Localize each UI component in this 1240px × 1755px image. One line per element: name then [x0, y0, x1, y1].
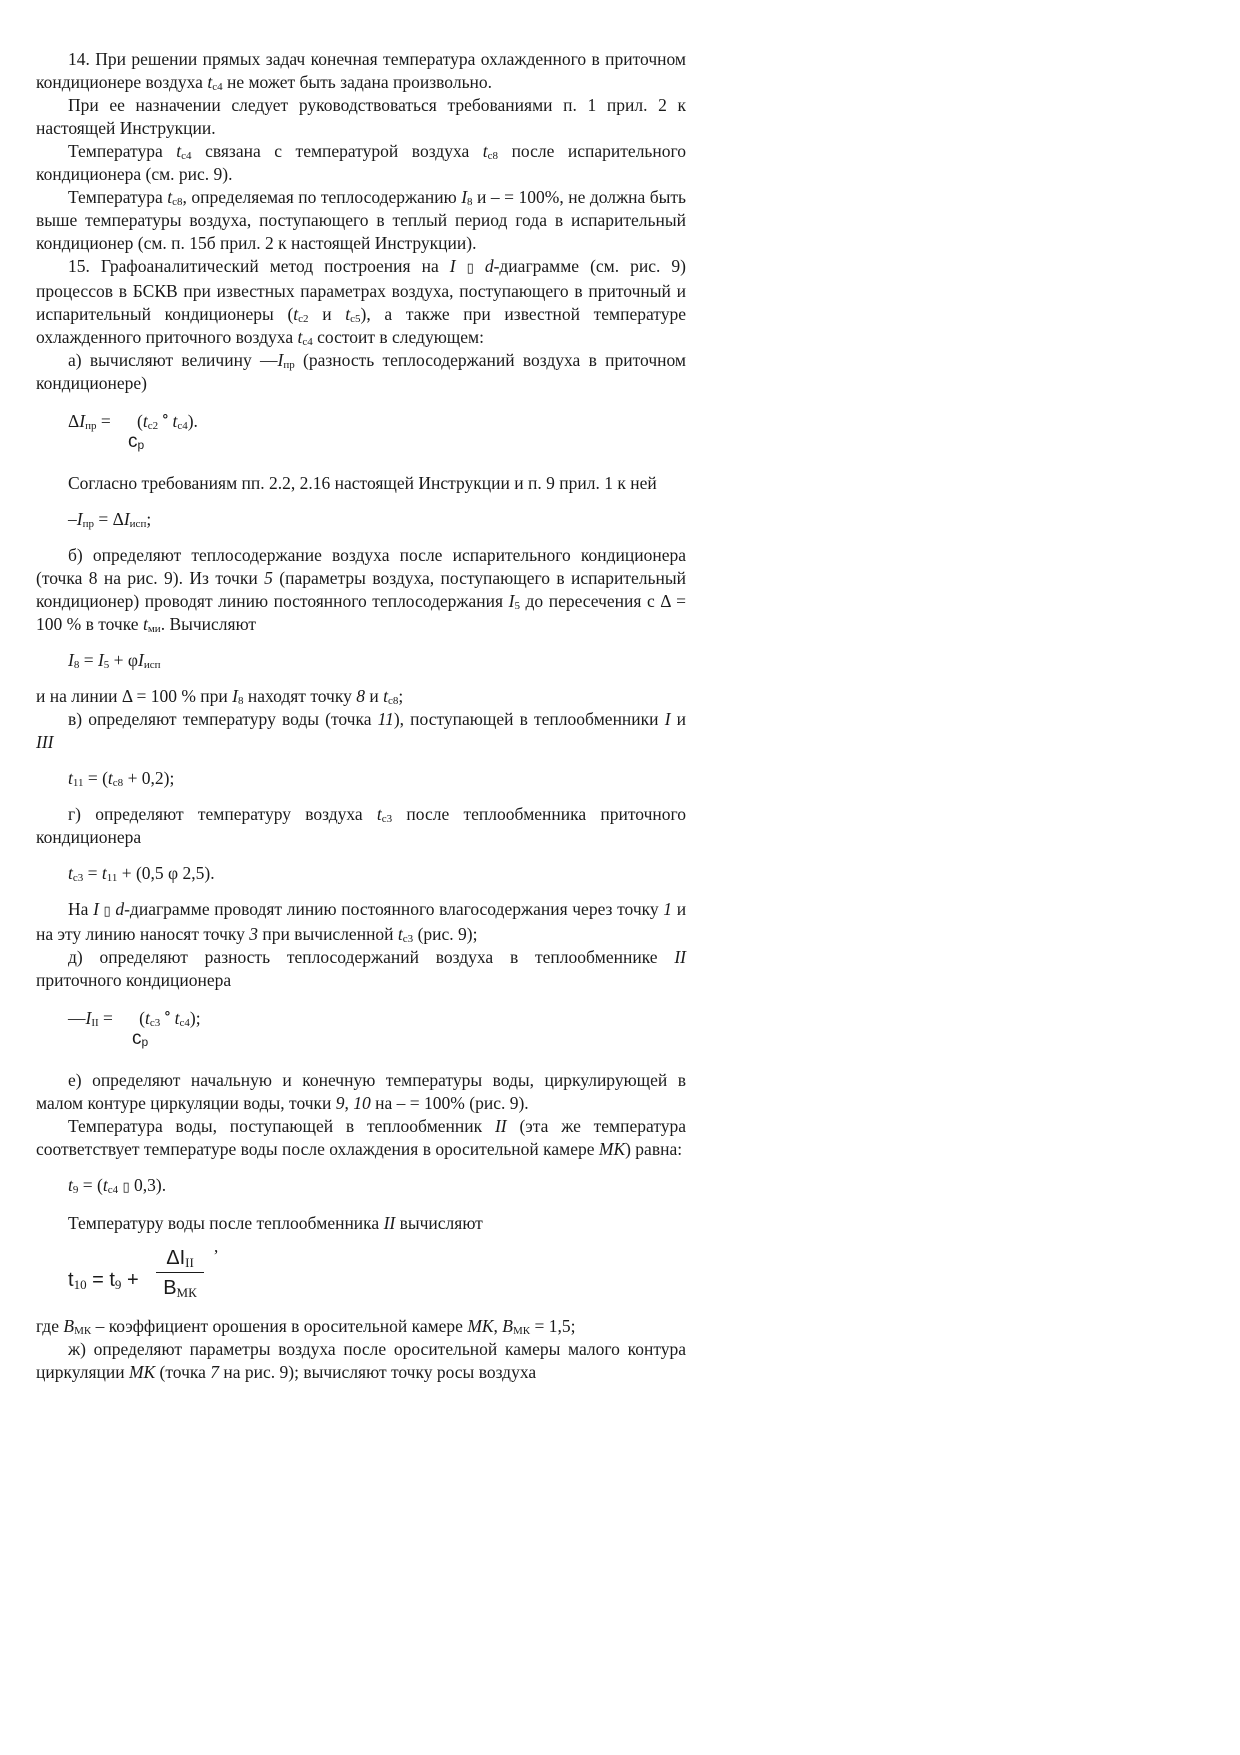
- paragraph-id-diagram: На I ▯ d-диаграмме проводят линию постоянного влагосодержания через точку 1 и на эту линию наносят точку 3 при вычисленной $t_{с3}$ (рис. 9);: [36, 899, 687, 945]
- paragraph-gde: где $B_{МК}$ – коэффициент орошения в оросительной камере МК, $B_{МК} = 1,5$;: [36, 1316, 576, 1337]
- paragraph-a: а) вычисляют величину $—I_{пр}$ (разность теплосодержаний воздуха в приточном кондиционере): [36, 350, 687, 393]
- formula-t11: $t_{11} = (t_{с8} + 0,2)$;: [68, 768, 175, 789]
- paragraph-water-temp: Температура воды, поступающей в теплообменник II (эта же температура соответствует температуре воды после охлаждения в оросительной камере МК) равна:: [36, 1116, 687, 1159]
- missing-glyph-icon: ▯: [103, 904, 111, 919]
- paragraph-line-100: и на линии Δ = 100 % при $I_8$ находят точку 8 и $t_{с8}$;: [36, 686, 404, 707]
- paragraph-soglasno: Согласно требованиям пп. 2.2, 2.16 настоящей Инструкции и п. 9 прил. 1 к ней: [68, 473, 657, 493]
- missing-glyph-icon: ▯: [122, 1180, 130, 1195]
- paragraph-14: 14. При решении прямых задач конечная температура охлажденного в приточном кондиционере воздуха $t_{с4}$ не может быть задана произвольно.: [36, 49, 686, 93]
- paragraph-e: е) определяют начальную и конечную температуры воды, циркулирующей в малом контуре циркуляции воды, точки 9, 10 на – = 100% (рис. 9).: [36, 1070, 686, 1113]
- paragraph-14-3: Температура $t_{с4}$ связана с температурой воздуха $t_{с8}$ после испарительного кондиционера (см. рис. 9).: [36, 141, 687, 184]
- paragraph-14-2: При ее назначении следует руководствоваться требованиями п. 1 прил. 2 к настоящей Инструкции.: [36, 95, 686, 138]
- formula-i8: $I_8 = I_5 + \varphi I_{исп}$: [68, 650, 161, 671]
- paragraph-v: в) определяют температуру воды (точка 11), поступающей в теплообменники I и III: [36, 709, 687, 752]
- paragraph-d: д) определяют разность теплосодержаний воздуха в теплообменнике II приточного кондиционера: [36, 947, 686, 990]
- paragraph-zh: ж) определяют параметры воздуха после оросительной камеры малого контура циркуляции МК (точка 7 на рис. 9); вычисляют точку росы воздуха: [36, 1339, 686, 1382]
- formula-t9: $t_9 = (t_{с4}$ ▯ 0,3).: [68, 1175, 167, 1196]
- formula-i-pr-equals-i-isp: $-I_{пр} = \Delta I_{исп}$;: [68, 509, 152, 530]
- paragraph-b: б) определяют теплосодержание воздуха после испарительного кондиционера (точка 8 на рис. 9). Из точки 5 (параметры воздуха, поступающего в испарительный кондиционер) проводят линию постоянного теплосодержания $I_5$ до пересечения с Δ = 100 % в точке $t_{ми}$. Вычисляют: [36, 545, 687, 635]
- paragraph-water-after-ii: Температуру воды после теплообменника II вычисляют: [68, 1213, 483, 1233]
- paragraph-14-4: Температура $t_{с8}$, определяемая по теплосодержанию $I_8$ и – = 100%, не должна быть выше температуры воздуха, поступающего в теплый период года в испарительный кондиционер (см. п. 15б прил. 2 к настоящей Инструкции).: [36, 187, 687, 253]
- formula-delta-i-pr: $\Delta I_{пр}$ = ($t_{с2}$ ° $t_{с4}$). $c_р$: [68, 411, 198, 452]
- missing-glyph-icon: ▯: [466, 261, 474, 276]
- formula-tc3: $t_{с3} = t_{11} + (0,5$ φ 2,5).: [68, 863, 215, 884]
- paragraph-15: 15. Графоаналитический метод построения на I ▯ d-диаграмме (см. рис. 9) процессов в БСКВ при известных параметрах воздуха, поступающего в приточный и испарительный кондиционеры ($t_{с2}$ и $t_{с5}$), а также при известной температуре охлажденного приточного воздуха $t_{с4}$ состоит в следующем:: [36, 256, 687, 348]
- formula-t10: $t_{10} = t_9$ + $\Delta I_{II}$ $B_{МК}$ ,: [68, 1237, 219, 1300]
- document-page: [36, 48, 686, 1384]
- formula-delta-i-ii: $—I_{II}$ = ($t_{с3}$ ° $t_{с4}$); $c_р$: [68, 1008, 201, 1049]
- paragraph-g: г) определяют температуру воздуха $t_{с3}$ после теплообменника приточного кондиционера: [36, 804, 687, 847]
